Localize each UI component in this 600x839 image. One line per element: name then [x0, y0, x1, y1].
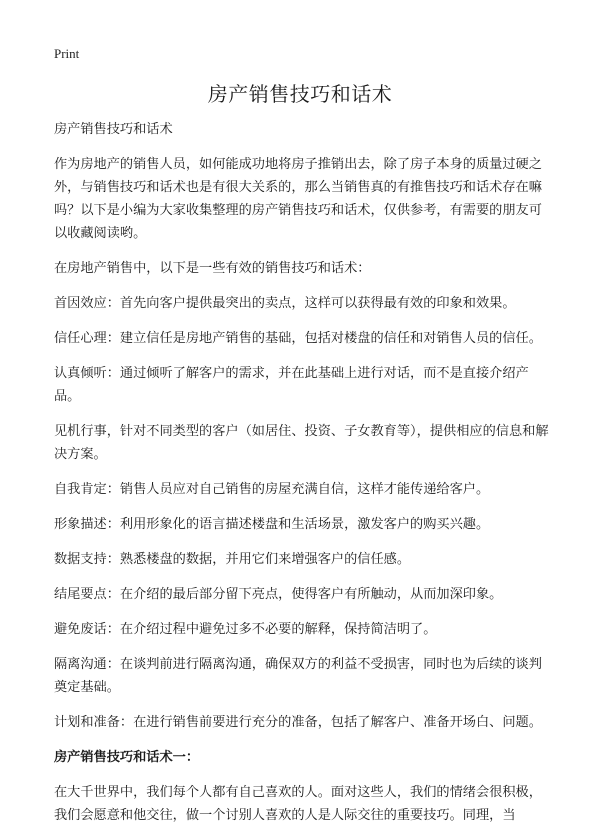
tip-item: 信任心理：建立信任是房地产销售的基础，包括对楼盘的信任和对销售人员的信任。	[54, 331, 542, 346]
article-body	[54, 118, 550, 839]
tip-item: 见机行事，针对不同类型的客户（如居住、投资、子女教育等），提供相应的信息和解决方案。	[54, 424, 549, 462]
intro-paragraph: 作为房地产的销售人员，如何能成功地将房子推销出去，除了房子本身的质量过硬之外，与销售技巧和话术也是有很大关系的，那么当销售真的有推售技巧和话术存在嘛吗？以下是小编为大家收集整理的房产销售技巧和话术，仅供参考，有需要的朋友可以收藏阅读哟。	[54, 157, 542, 241]
tip-item: 形象描述：利用形象化的语言描述楼盘和生活场景，激发客户的购买兴趣。	[54, 517, 490, 532]
article-subtitle: 房产销售技巧和话术	[54, 122, 173, 137]
section-heading: 房产销售技巧和话术一：	[54, 750, 200, 765]
tip-item: 数据支持：熟悉楼盘的数据，并用它们来增强客户的信任感。	[54, 552, 411, 567]
tip-item: 避免废话：在介绍过程中避免过多不必要的解释，保持简洁明了。	[54, 622, 437, 637]
lead-paragraph: 在房地产销售中，以下是一些有效的销售技巧和话术：	[54, 261, 371, 276]
tip-item: 认真倾听：通过倾听了解客户的需求，并在此基础上进行对话，而不是直接介绍产品。	[54, 366, 529, 404]
section-paragraph: 在大千世界中，我们每个人都有自己喜欢的人。面对这些人，我们的情绪会很积极，我们会愿意和他交往，做一个讨别人喜欢的人是人际交往的重要技巧。同理，当	[54, 785, 542, 823]
tip-item: 隔离沟通：在谈判前进行隔离沟通，确保双方的利益不受损害，同时也为后续的谈判奠定基础。	[54, 657, 542, 695]
print-link[interactable]: Print	[54, 46, 80, 61]
page-title: 房产销售技巧和话术	[207, 82, 393, 106]
tip-item: 首因效应：首先向客户提供最突出的卖点，这样可以获得最有效的印象和效果。	[54, 296, 516, 311]
tip-item: 自我肯定：销售人员应对自己销售的房屋充满自信，这样才能传递给客户。	[54, 482, 490, 497]
tip-item: 结尾要点：在介绍的最后部分留下亮点，使得客户有所触动，从而加深印象。	[54, 587, 503, 602]
tip-item: 计划和准备：在进行销售前要进行充分的准备，包括了解客户、准备开场白、问题。	[54, 715, 542, 730]
